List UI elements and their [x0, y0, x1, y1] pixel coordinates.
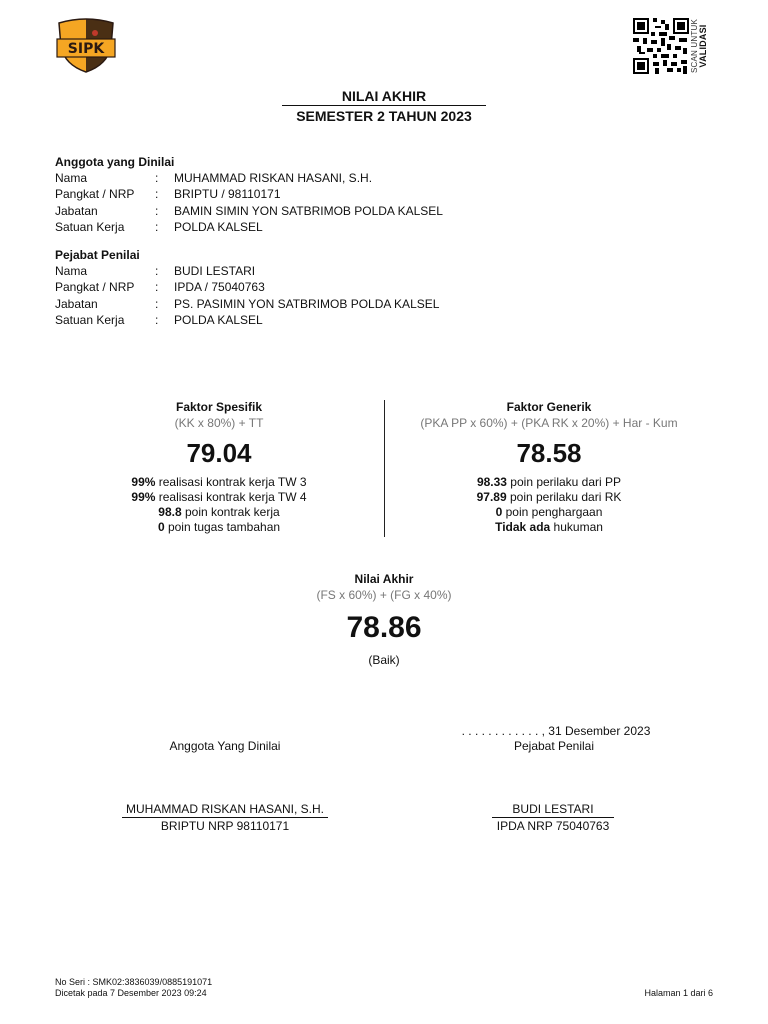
info-sep: : — [155, 280, 159, 295]
signature-right-name: BUDI LESTARI — [512, 802, 594, 816]
detail-text: poin tugas tambahan — [164, 520, 281, 534]
info-label: Nama — [55, 264, 88, 278]
detail-value: 98.33 — [476, 475, 507, 489]
detail-text: poin kontrak kerja — [181, 505, 280, 519]
faktor-spesifik-formula: (KK x 80%) + TT — [174, 416, 264, 430]
detail-line — [84, 505, 354, 520]
info-value: PS. PASIMIN YON SATBRIMOB POLDA KALSEL — [174, 296, 440, 311]
detail-value: 97.89 — [476, 490, 507, 504]
detail-text: realisasi kontrak kerja TW 4 — [155, 490, 307, 504]
logo-text: SIPK — [67, 41, 105, 57]
detail-text: poin penghargaan — [502, 505, 603, 519]
anggota-heading: Anggota yang Dinilai — [55, 155, 175, 169]
info-row — [55, 170, 515, 186]
signature-right-underline — [492, 817, 614, 818]
info-label: Satuan Kerja — [55, 312, 125, 327]
info-sep: : — [155, 187, 159, 202]
penilai-heading: Pejabat Penilai — [55, 248, 140, 262]
nilai-akhir-predikat: (Baik) — [368, 653, 400, 667]
qr-code-icon — [633, 18, 689, 74]
info-label: Nama — [55, 171, 88, 185]
detail-line — [414, 490, 684, 505]
faktor-spesifik-score: 79.04 — [186, 438, 252, 468]
faktor-generik-score: 78.58 — [516, 438, 582, 468]
info-sep: : — [155, 296, 159, 311]
signature-right-role: Pejabat Penilai — [513, 739, 595, 753]
info-sep: : — [155, 203, 159, 218]
signature-left-underline — [122, 817, 328, 818]
detail-value: 99% — [131, 490, 156, 504]
info-value: IPDA / 75040763 — [174, 280, 265, 295]
detail-line — [414, 475, 684, 490]
detail-line — [84, 475, 354, 490]
footer-page-number: Halaman 1 dari 6 — [644, 988, 713, 998]
detail-text: hukuman — [550, 520, 603, 534]
title-divider — [282, 105, 486, 106]
footer-serial: No Seri : SMK02:3836039/0885191071 — [55, 977, 213, 987]
info-value: MUHAMMAD RISKAN HASANI, S.H. — [174, 171, 373, 185]
qr-caption — [691, 18, 713, 74]
info-row — [55, 296, 515, 312]
info-label: Jabatan — [55, 203, 98, 218]
panel-divider — [384, 400, 385, 537]
faktor-generik-heading: Faktor Generik — [506, 400, 592, 414]
signature-date: . . . . . . . . . . . . , 31 Desember 2023 — [461, 724, 651, 738]
detail-value: 98.8 — [158, 505, 182, 519]
detail-value: Tidak ada — [495, 520, 551, 534]
info-row — [55, 219, 515, 235]
sipk-logo — [55, 17, 117, 73]
info-label: Satuan Kerja — [55, 219, 125, 234]
nilai-akhir-heading: Nilai Akhir — [354, 572, 414, 586]
page-title: NILAI AKHIR — [341, 88, 427, 104]
detail-line — [414, 505, 684, 520]
signature-left-role: Anggota Yang Dinilai — [169, 739, 281, 753]
info-value: BRIPTU / 98110171 — [174, 187, 281, 202]
qr-caption-line2: VALIDASI — [698, 24, 708, 68]
info-sep: : — [155, 264, 159, 278]
detail-line — [414, 520, 684, 535]
info-sep: : — [155, 312, 159, 327]
info-row — [55, 186, 515, 202]
info-label: Pangkat / NRP — [55, 187, 135, 202]
nilai-akhir-formula: (FS x 60%) + (FG x 40%) — [316, 588, 452, 602]
faktor-generik-formula: (PKA PP x 60%) + (PKA RK x 20%) + Har - Kum — [420, 416, 678, 430]
detail-value: 0 — [157, 520, 165, 534]
info-label: Jabatan — [55, 296, 98, 311]
nilai-akhir-panel — [234, 572, 534, 668]
detail-text: poin perilaku dari RK — [506, 490, 622, 504]
penilai-section — [55, 247, 515, 328]
page-subtitle: SEMESTER 2 TAHUN 2023 — [296, 108, 472, 124]
nilai-akhir-score: 78.86 — [346, 611, 422, 644]
faktor-generik-panel — [414, 400, 684, 535]
faktor-spesifik-heading: Faktor Spesifik — [175, 400, 263, 414]
info-sep: : — [155, 219, 159, 234]
signature-left-name: MUHAMMAD RISKAN HASANI, S.H. — [125, 802, 325, 816]
info-row — [55, 203, 515, 219]
anggota-section — [55, 154, 515, 235]
footer-printed-date: Dicetak pada 7 Desember 2023 09:24 — [55, 988, 207, 998]
info-value: POLDA KALSEL — [174, 219, 263, 234]
info-row — [55, 263, 515, 279]
detail-text: realisasi kontrak kerja TW 3 — [155, 475, 307, 489]
info-sep: : — [155, 171, 159, 185]
info-row — [55, 279, 515, 295]
signature-right-nrp: IPDA NRP 75040763 — [496, 819, 610, 833]
signature-left-nrp: BRIPTU NRP 98110171 — [160, 819, 290, 833]
detail-value: 99% — [131, 475, 156, 489]
detail-text: poin perilaku dari PP — [506, 475, 622, 489]
faktor-spesifik-panel — [84, 400, 354, 535]
info-label: Pangkat / NRP — [55, 280, 135, 295]
info-value: BUDI LESTARI — [174, 264, 256, 278]
detail-value: 0 — [495, 505, 503, 519]
detail-line — [84, 490, 354, 505]
qr-caption-line1: SCAN UNTUK — [690, 19, 699, 74]
detail-line — [84, 520, 354, 535]
info-row — [55, 312, 515, 328]
info-value: BAMIN SIMIN YON SATBRIMOB POLDA KALSEL — [174, 203, 443, 218]
info-value: POLDA KALSEL — [174, 312, 263, 327]
